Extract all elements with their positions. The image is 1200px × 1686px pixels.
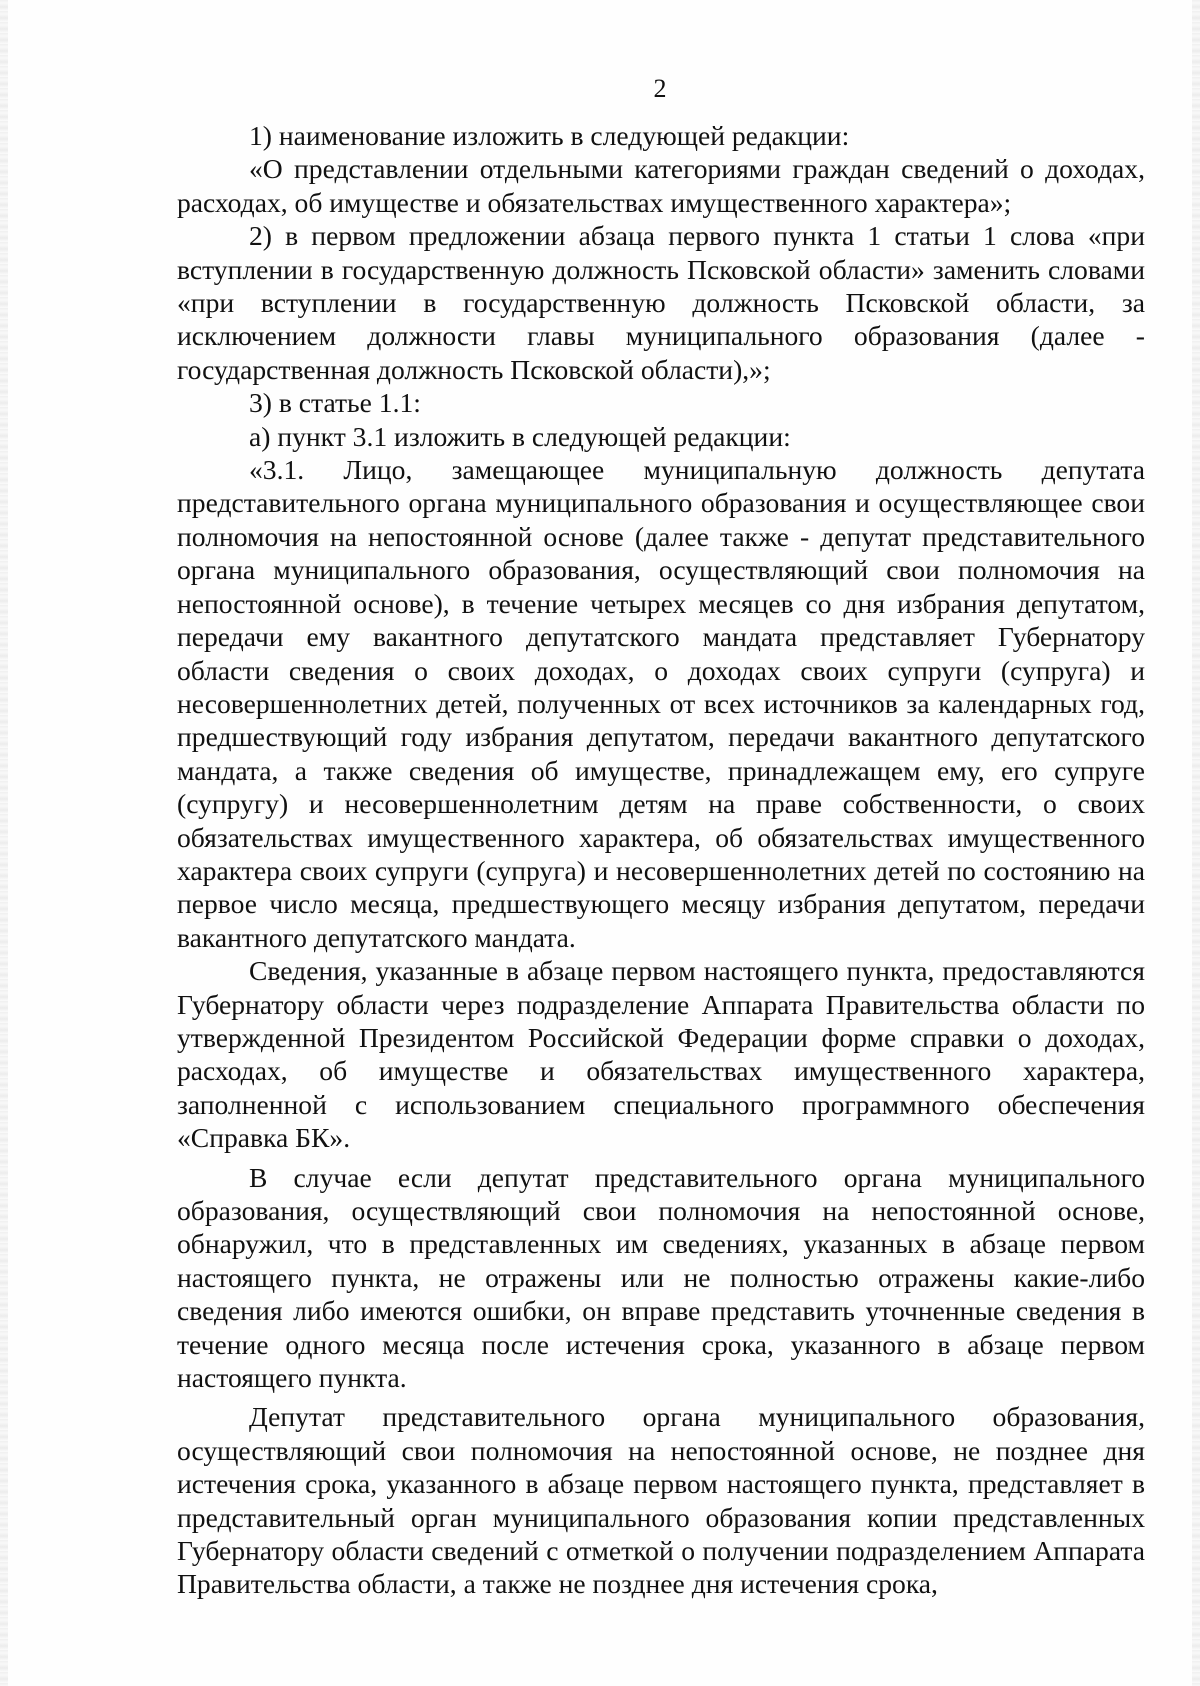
paragraph-corrections: В случае если депутат представительного органа муниципального образования, осуществляющий свои полномочия на непостоянной основе, обнаружил, что в представленных им сведениях, указанных в абзаце первом настоящего пункта, не отражены или не полностью отражены какие-либо сведения либо имеются ошибки, он вправе представить уточненные сведения в течение одного месяца после истечения срока, указанного в абзаце первом настоящего пункта. [177,1161,1145,1394]
paragraph-item-1: 1) наименование изложить в следующей редакции: [249,120,850,151]
paragraph-item-3a: а) пункт 3.1 изложить в следующей редакции: [249,420,791,452]
document-body [177,119,1145,1601]
scan-edge-left [0,0,8,1686]
paragraph-clause-3-1: «3.1. Лицо, замещающее муниципальную должность депутата представительного органа муниципального образования и осуществляющее свои полномочия на непостоянной основе (далее также - депутат представительного органа муниципального образования, осуществляющий свои полномочия на непостоянной основе), в течение четырех месяцев со дня избрания депутатом, передачи ему вакантного депутатского мандата представляет Губернатору области сведения о своих доходах, о доходах своих супруги (супруга) и несовершеннолетних детей, полученных от всех источников за календарных год, предшествующий году избрания депутатом, передачи вакантного депутатского мандата, а также сведения об имуществе, принадлежащем ему, его супруге (супругу) и несовершеннолетним детям на праве собственности, о своих обязательствах имущественного характера, об обязательствах имущественного характера своих супруги (супруга) и несовершеннолетних детей по состоянию на первое число месяца, предшествующего месяцу избрания депутатом, передачи вакантного депутатского мандата. [177,454,1145,953]
scan-edge-right [1192,0,1200,1686]
paragraph-title-quote: «О представлении отдельными категориями граждан сведений о доходах, расходах, об имуществе и обязательствах имущественного характера»; [177,153,1145,218]
paragraph-item-2: 2) в первом предложении абзаца первого пункта 1 статьи 1 слова «при вступлении в государственную должность Псковской области» заменить словами «при вступлении в государственную должность Псковской области, за исключением должности главы муниципального образования (далее - государственная должность Псковской области),»; [177,220,1145,385]
page-number: 2 [653,74,667,103]
paragraph-information-form: Сведения, указанные в абзаце первом настоящего пункта, предоставляются Губернатору области через подразделение Аппарата Правительства области по утвержденной Президентом Российской Федерации форме справки о доходах, расходах, об имуществе и обязательствах имущественного характера, заполненной с использованием специального программного обеспечения «Справка БК». [177,955,1145,1154]
paragraph-item-3: 3) в статье 1.1: [249,387,421,419]
paragraph-deputy-copies: Депутат представительного органа муниципального образования, осуществляющий свои полномочия на непостоянной основе, не позднее дня истечения срока, указанного в абзаце первом настоящего пункта, представляет в представительный орган муниципального образования копии представленных Губернатору области сведений с отметкой о получении подразделением Аппарата Правительства области, а также не позднее дня истечения срока, [177,1401,1145,1600]
